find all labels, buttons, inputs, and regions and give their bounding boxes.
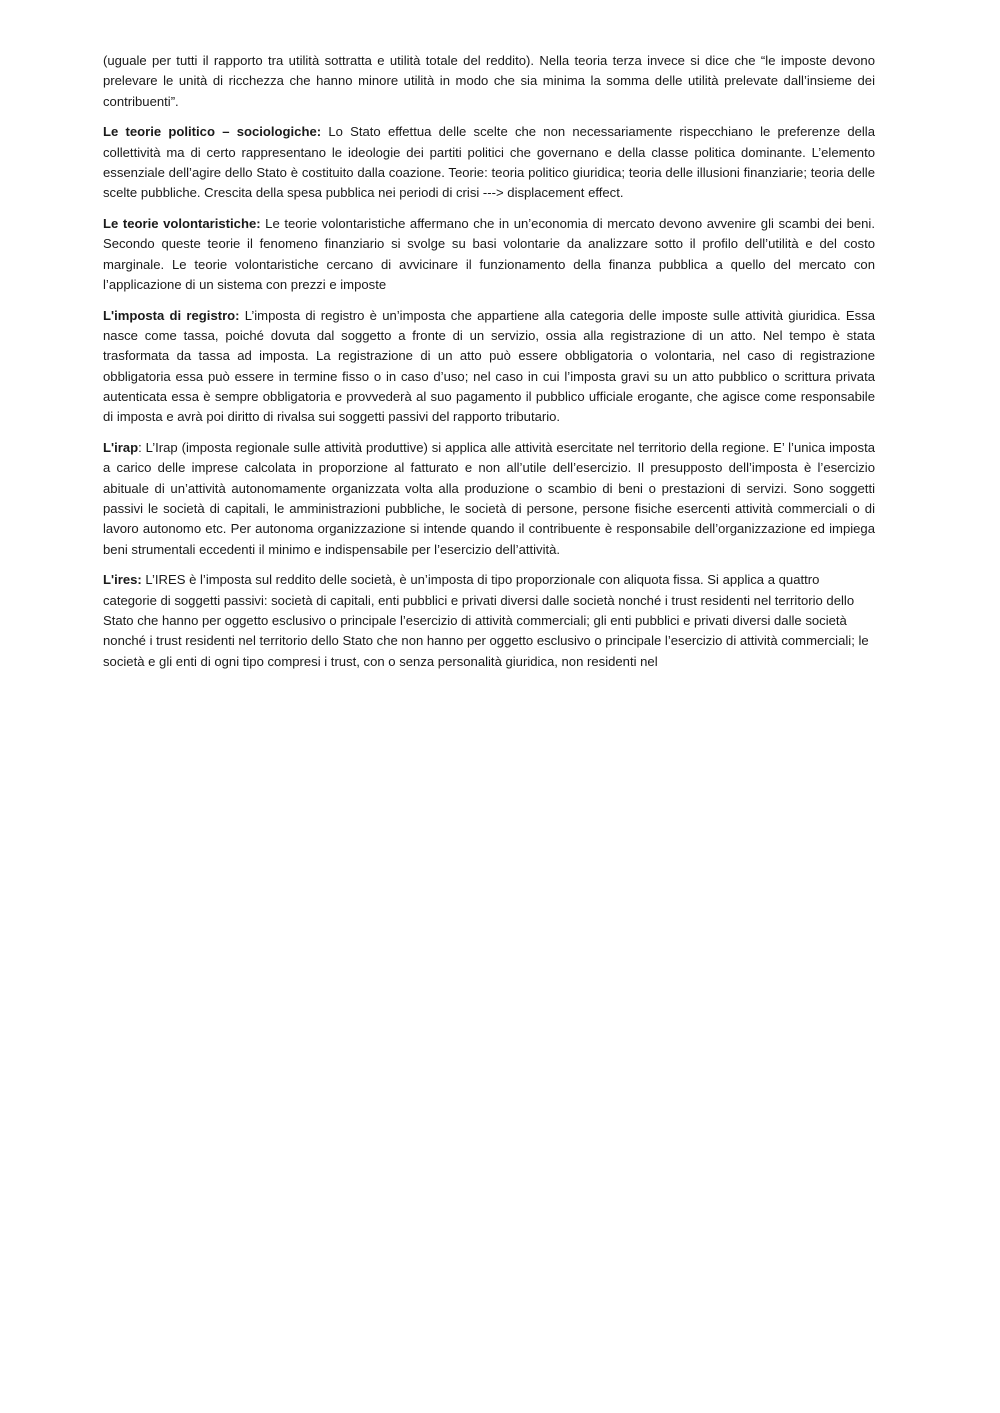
- paragraph-irap: [103, 438, 875, 560]
- paragraph-text: Le teorie volontaristiche affermano che in un’economia di mercato devono avvenire gli scambi dei beni. Secondo queste teorie il fenomeno finanziario si svolge su basi volontarie da analizzare sotto il profilo dell’utilità e del costo marginale. Le teorie volontaristiche cercano di avvicinare il funzionamento della finanza pubblica a quello del mercato con l’applicazione di un sistema con prezzi e imposte: [103, 216, 875, 292]
- paragraph-heading: L'irap: [103, 440, 139, 456]
- paragraph-intro: [103, 51, 875, 112]
- paragraph-text: L’imposta di registro è un’imposta che appartiene alla categoria delle imposte sulle attività giuridica. Essa nasce come tassa, poiché dovuta dal soggetto a fronte di un servizio, ossia alla registrazione di un atto. Nel tempo è stata trasformata da tassa ad imposta. La registrazione di un atto può essere obbligatoria o volontaria, nel caso di registrazione obbligatoria essa può essere in termine fisso o in caso d’uso; nel caso in cui l’imposta gravi su un atto pubblico o scrittura privata autenticata essa è sempre obbligatoria e provvederà al suo pagamento il pubblico ufficiale erogante, che agisce come responsabile di imposta e avrà poi diritto di rivalsa sui soggetti passivi del rapporto tributario.: [103, 307, 875, 425]
- paragraph-heading: L'ires:: [103, 572, 142, 588]
- paragraph-text: Lo Stato effettua delle scelte che non necessariamente rispecchiano le preferenze della collettività ma di certo rappresentano le ideologie dei partiti politici che governano e della classe politica dominante. L’elemento essenziale dell’agire dello Stato è costituito dalla coazione. Teorie: teoria politico giuridica; teoria delle illusioni finanziarie; teoria delle scelte pubbliche. Crescita della spesa pubblica nei periodi di crisi ---> displacement effect.: [103, 124, 875, 201]
- paragraph-teorie-politico-sociologiche: [103, 122, 875, 203]
- document-body: [103, 51, 875, 682]
- paragraph-heading: Le teorie politico – sociologiche:: [103, 124, 322, 140]
- paragraph-ires: [103, 570, 875, 671]
- paragraph-text: (uguale per tutti il rapporto tra utilità sottratta e utilità totale del reddito). Nella teoria terza invece si dice che “le imposte devono prelevare le unità di ricchezza che hanno minore utilità in modo che sia minima la somma delle utilità prelevate dall’insieme dei contribuenti”.: [103, 53, 875, 109]
- paragraph-imposta-di-registro: [103, 306, 875, 428]
- paragraph-text: L’IRES è l’imposta sul reddito delle società, è un’imposta di tipo proporzionale con aliquota fissa. Si applica a quattro categorie di soggetti passivi: società di capitali, enti pubblici e privati diversi dalle società nonché i trust residenti nel territorio dello Stato che hanno per oggetto esclusivo o principale l’esercizio di attività commerciali; gli enti pubblici e privati diversi dalle società nonché i trust residenti nel territorio dello Stato che non hanno per oggetto esclusivo o principale l’esercizio di attività commerciali; le società e gli enti di ogni tipo compresi i trust, con o senza personalità giuridica, non residenti nel: [103, 572, 869, 669]
- paragraph-heading: L'imposta di registro:: [103, 307, 240, 323]
- paragraph-text: : L’Irap (imposta regionale sulle attività produttive) si applica alle attività esercitate nel territorio della regione. E’ l’unica imposta a carico delle imprese calcolata in proporzione al fatturato e non all’utile dell’esercizio. Il presupposto dell’imposta è l’esercizio abituale di un’attività autonomamente organizzata volta alla produzione o scambio di beni o prestazioni di servizi. Sono soggetti passivi le società di capitali, le amministrazioni pubbliche, le società di persone, persone fisiche esercenti attività commerciali o di lavoro autonomo etc. Per autonoma organizzazione si intende quando il contribuente è responsabile dell’organizzazione ed impiega beni strumentali eccedenti il minimo e indispensabile per l’esercizio dell’attività.: [103, 440, 875, 557]
- paragraph-teorie-volontaristiche: [103, 214, 875, 295]
- paragraph-heading: Le teorie volontaristiche:: [103, 216, 261, 232]
